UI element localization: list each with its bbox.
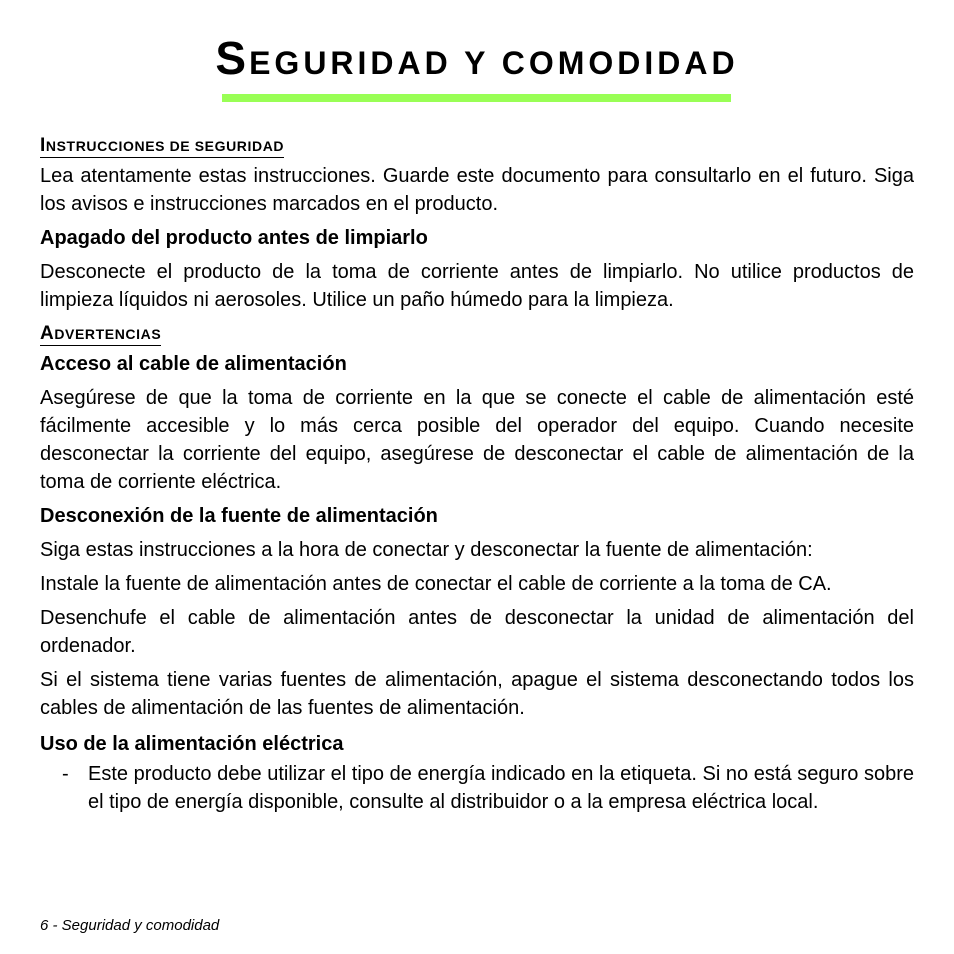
subheading-apagado: Apagado del producto antes de limpiarlo: [40, 227, 428, 249]
paragraph-desconexion-4: Si el sistema tiene varias fuentes de alimentación, apague el sistema desconectando todos los cables de alimentación de las fuentes de alimentación.: [40, 669, 914, 719]
page-title-rest: EGURIDAD Y COMODIDAD: [249, 45, 739, 81]
section-heading-instrucciones: [40, 136, 284, 158]
title-underline-bar: [222, 94, 731, 102]
section-instrucciones: [40, 136, 914, 158]
paragraph-acceso: Asegúrese de que la toma de corriente en la que se conecte el cable de alimentación esté fácilmente accesible y lo más cerca posible del operador del equipo. Cuando necesite desconectar la corriente del equipo, asegúrese de desconectar el cable de alimentación de la toma de corriente eléctrica.: [40, 387, 914, 493]
section-advertencias: [40, 324, 914, 346]
paragraph-desconexion-1: Siga estas instrucciones a la hora de conectar y desconectar la fuente de alimentación:: [40, 539, 813, 561]
document-page: [40, 0, 914, 954]
heading-initial: A: [40, 323, 55, 344]
heading-rest: NSTRUCCIONES DE SEGURIDAD: [45, 138, 285, 154]
page-content: [40, 136, 914, 816]
section-heading-advertencias: [40, 324, 161, 346]
bullet-text: Este producto debe utilizar el tipo de energía indicado en la etiqueta. Si no está seguro sobre el tipo de energía disponible, consulte al distribuidor o a la empresa eléctrica local.: [88, 763, 914, 813]
intro-paragraph: Lea atentamente estas instrucciones. Guarde este documento para consultarlo en el futuro. Siga los avisos e instrucciones marcados en el producto.: [40, 165, 914, 215]
paragraph-desconexion-3: Desenchufe el cable de alimentación antes de desconectar la unidad de alimentación del ordenador.: [40, 607, 914, 657]
bullet-dash: -: [62, 763, 69, 785]
paragraph-desconexion-2: Instale la fuente de alimentación antes de conectar el cable de corriente a la toma de CA.: [40, 573, 832, 595]
heading-rest: DVERTENCIAS: [54, 326, 162, 342]
heading-initial: I: [40, 135, 46, 156]
page-title: [40, 30, 914, 91]
subheading-uso: Uso de la alimentación eléctrica: [40, 733, 344, 755]
page-footer: 6 - Seguridad y comodidad: [40, 917, 220, 934]
list-item: [40, 760, 914, 816]
subheading-desconexion: Desconexión de la fuente de alimentación: [40, 505, 438, 527]
subheading-acceso: Acceso al cable de alimentación: [40, 353, 347, 375]
page-title-initial: S: [215, 32, 250, 84]
paragraph-apagado: Desconecte el producto de la toma de corriente antes de limpiarlo. No utilice productos de limpieza líquidos ni aerosoles. Utilice un paño húmedo para la limpieza.: [40, 261, 914, 311]
